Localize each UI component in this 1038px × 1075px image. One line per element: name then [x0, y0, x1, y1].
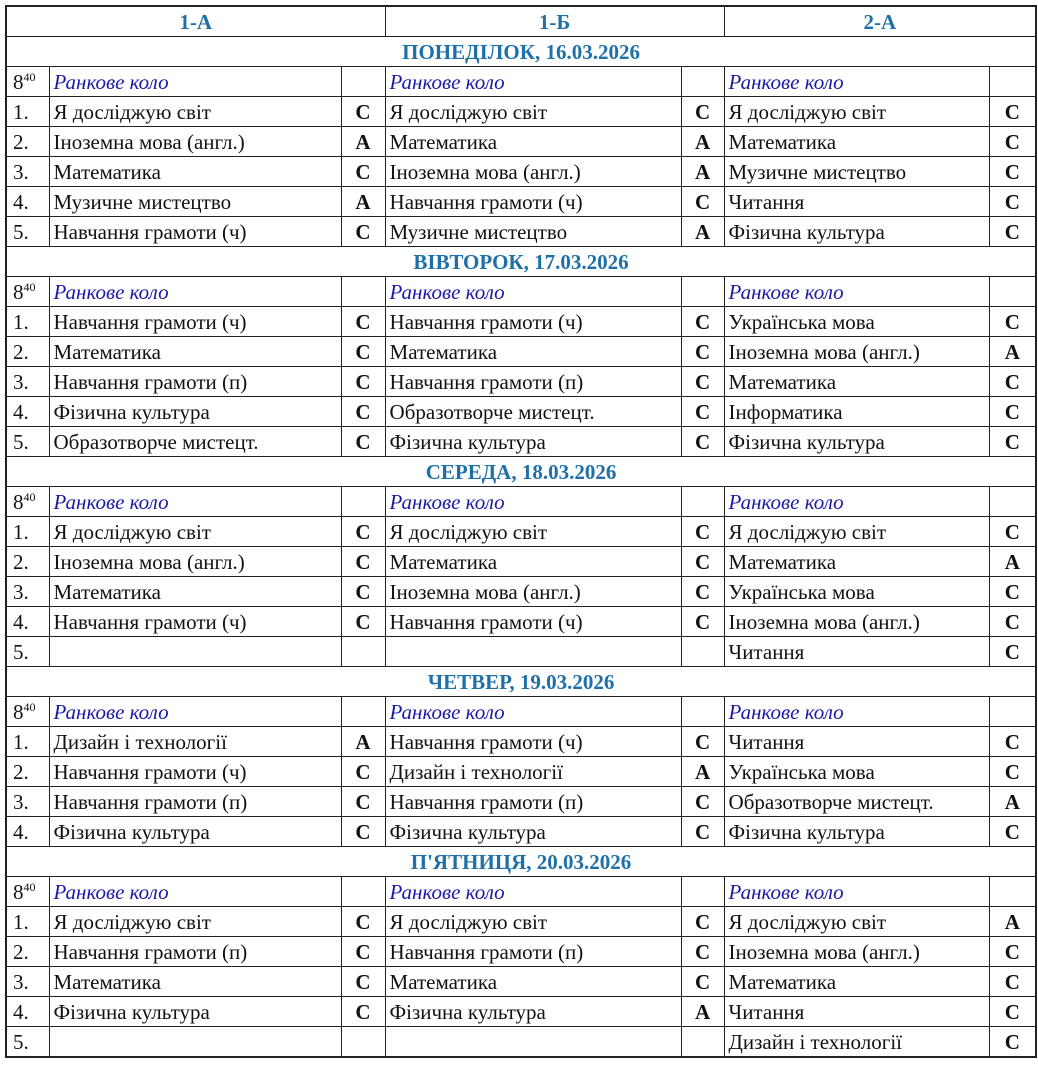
room-letter: С	[989, 967, 1036, 997]
class-header: 1-Б	[385, 6, 724, 37]
morning-row	[6, 67, 1036, 97]
lesson-number: 2.	[6, 757, 49, 787]
room-letter	[341, 637, 385, 667]
room-letter	[341, 1027, 385, 1058]
morning-circle-label: Ранкове коло	[49, 697, 341, 727]
day-header-row	[6, 667, 1036, 697]
lesson-subject	[49, 1027, 341, 1058]
room-letter: С	[681, 307, 724, 337]
lesson-subject: Я досліджую світ	[385, 97, 681, 127]
lesson-row	[6, 127, 1036, 157]
room-letter: С	[989, 1027, 1036, 1058]
room-letter: С	[989, 97, 1036, 127]
room-letter	[681, 697, 724, 727]
lesson-number: 2.	[6, 127, 49, 157]
room-letter: С	[989, 517, 1036, 547]
room-letter	[989, 697, 1036, 727]
time-minutes: 40	[23, 69, 36, 84]
room-letter: С	[989, 727, 1036, 757]
lesson-subject: Музичне мистецтво	[385, 217, 681, 247]
lesson-subject: Математика	[385, 547, 681, 577]
lesson-row	[6, 907, 1036, 937]
room-letter	[989, 877, 1036, 907]
morning-circle-label: Ранкове коло	[385, 67, 681, 97]
lesson-row	[6, 97, 1036, 127]
lesson-subject: Навчання грамоти (ч)	[49, 307, 341, 337]
lesson-number: 5.	[6, 1027, 49, 1058]
time-minutes: 40	[23, 879, 36, 894]
room-letter	[681, 277, 724, 307]
morning-time	[6, 697, 49, 727]
morning-circle-label: Ранкове коло	[724, 277, 989, 307]
lesson-number: 2.	[6, 337, 49, 367]
room-letter: С	[681, 817, 724, 847]
room-letter: С	[341, 157, 385, 187]
schedule-table	[5, 5, 1037, 1058]
morning-circle-label: Ранкове коло	[49, 277, 341, 307]
lesson-row	[6, 787, 1036, 817]
room-letter: С	[989, 817, 1036, 847]
day-header-row	[6, 457, 1036, 487]
room-letter: С	[681, 517, 724, 547]
room-letter: А	[989, 547, 1036, 577]
morning-circle-label: Ранкове коло	[385, 487, 681, 517]
lesson-subject: Українська мова	[724, 757, 989, 787]
room-letter: С	[681, 787, 724, 817]
lesson-row	[6, 187, 1036, 217]
room-letter: С	[681, 967, 724, 997]
lesson-row	[6, 577, 1036, 607]
lesson-number: 4.	[6, 997, 49, 1027]
room-letter: С	[341, 97, 385, 127]
room-letter: С	[681, 427, 724, 457]
day-header-row	[6, 847, 1036, 877]
room-letter: С	[341, 217, 385, 247]
morning-row	[6, 877, 1036, 907]
room-letter	[341, 277, 385, 307]
lesson-subject: Я досліджую світ	[49, 907, 341, 937]
lesson-subject: Фізична культура	[385, 427, 681, 457]
lesson-subject: Навчання грамоти (п)	[49, 367, 341, 397]
lesson-row	[6, 427, 1036, 457]
lesson-subject: Іноземна мова (англ.)	[49, 127, 341, 157]
lesson-subject	[385, 637, 681, 667]
room-letter: С	[341, 577, 385, 607]
lesson-number: 1.	[6, 727, 49, 757]
room-letter: С	[681, 187, 724, 217]
lesson-row	[6, 637, 1036, 667]
lesson-subject: Дизайн і технології	[385, 757, 681, 787]
lesson-subject: Іноземна мова (англ.)	[724, 607, 989, 637]
morning-circle-label: Ранкове коло	[385, 697, 681, 727]
class-header: 1-А	[6, 6, 385, 37]
room-letter: С	[681, 97, 724, 127]
room-letter: С	[341, 967, 385, 997]
lesson-subject: Навчання грамоти (ч)	[49, 757, 341, 787]
room-letter: С	[989, 427, 1036, 457]
lesson-subject: Математика	[724, 127, 989, 157]
lesson-number: 3.	[6, 967, 49, 997]
lesson-number: 1.	[6, 97, 49, 127]
lesson-row	[6, 757, 1036, 787]
time-hour: 8	[13, 879, 24, 904]
time-minutes: 40	[23, 699, 36, 714]
lesson-subject: Математика	[724, 547, 989, 577]
lesson-subject: Фізична культура	[49, 397, 341, 427]
room-letter: С	[341, 517, 385, 547]
lesson-subject: Я досліджую світ	[385, 907, 681, 937]
day-header-row	[6, 247, 1036, 277]
lesson-number: 4.	[6, 817, 49, 847]
room-letter: С	[341, 427, 385, 457]
lesson-subject: Фізична культура	[49, 817, 341, 847]
lesson-number: 4.	[6, 187, 49, 217]
lesson-subject: Українська мова	[724, 307, 989, 337]
lesson-row	[6, 157, 1036, 187]
lesson-subject: Читання	[724, 637, 989, 667]
room-letter: С	[681, 727, 724, 757]
room-letter	[681, 487, 724, 517]
lesson-subject: Читання	[724, 187, 989, 217]
time-hour: 8	[13, 489, 24, 514]
lesson-subject: Іноземна мова (англ.)	[724, 337, 989, 367]
room-letter: С	[341, 397, 385, 427]
lesson-subject: Я досліджую світ	[385, 517, 681, 547]
lesson-subject: Іноземна мова (англ.)	[385, 577, 681, 607]
time-minutes: 40	[23, 279, 36, 294]
lesson-subject: Математика	[49, 337, 341, 367]
lesson-subject: Математика	[49, 577, 341, 607]
lesson-subject: Навчання грамоти (п)	[49, 787, 341, 817]
room-letter: С	[989, 397, 1036, 427]
room-letter: С	[341, 547, 385, 577]
room-letter: А	[341, 727, 385, 757]
room-letter: С	[989, 217, 1036, 247]
room-letter: С	[341, 307, 385, 337]
lesson-subject: Навчання грамоти (ч)	[385, 187, 681, 217]
lesson-number: 5.	[6, 427, 49, 457]
room-letter: С	[341, 817, 385, 847]
lesson-subject: Дизайн і технології	[49, 727, 341, 757]
room-letter	[989, 67, 1036, 97]
room-letter: С	[341, 337, 385, 367]
lesson-number: 3.	[6, 367, 49, 397]
lesson-subject: Образотворче мистецт.	[385, 397, 681, 427]
lesson-subject: Фізична культура	[49, 997, 341, 1027]
lesson-subject: Навчання грамоти (п)	[385, 367, 681, 397]
lesson-number: 5.	[6, 637, 49, 667]
morning-circle-label: Ранкове коло	[724, 697, 989, 727]
lesson-subject: Навчання грамоти (ч)	[385, 727, 681, 757]
lesson-subject: Фізична культура	[724, 427, 989, 457]
room-letter	[341, 697, 385, 727]
morning-circle-label: Ранкове коло	[385, 277, 681, 307]
room-letter: С	[989, 937, 1036, 967]
room-letter: С	[989, 157, 1036, 187]
morning-time	[6, 487, 49, 517]
room-letter: С	[989, 127, 1036, 157]
lesson-row	[6, 607, 1036, 637]
morning-row	[6, 697, 1036, 727]
room-letter: С	[681, 547, 724, 577]
lesson-number: 1.	[6, 517, 49, 547]
room-letter: С	[681, 907, 724, 937]
time-hour: 8	[13, 279, 24, 304]
lesson-subject: Навчання грамоти (ч)	[49, 217, 341, 247]
lesson-number: 4.	[6, 607, 49, 637]
lesson-number: 2.	[6, 937, 49, 967]
room-letter: С	[341, 787, 385, 817]
room-letter: А	[681, 127, 724, 157]
lesson-row	[6, 727, 1036, 757]
lesson-subject: Навчання грамоти (п)	[385, 787, 681, 817]
class-header: 2-А	[724, 6, 1036, 37]
lesson-row	[6, 1027, 1036, 1058]
lesson-row	[6, 817, 1036, 847]
room-letter: С	[681, 607, 724, 637]
lesson-row	[6, 967, 1036, 997]
lesson-subject: Я досліджую світ	[724, 517, 989, 547]
lesson-subject: Навчання грамоти (п)	[49, 937, 341, 967]
lesson-subject: Я досліджую світ	[49, 517, 341, 547]
room-letter: С	[341, 907, 385, 937]
room-letter: С	[341, 757, 385, 787]
lesson-subject: Іноземна мова (англ.)	[724, 937, 989, 967]
lesson-subject: Фізична культура	[724, 217, 989, 247]
lesson-subject: Музичне мистецтво	[724, 157, 989, 187]
day-title: П'ЯТНИЦЯ, 20.03.2026	[6, 847, 1036, 877]
day-title: ПОНЕДІЛОК, 16.03.2026	[6, 37, 1036, 67]
room-letter: С	[681, 337, 724, 367]
lesson-subject: Читання	[724, 997, 989, 1027]
room-letter	[681, 1027, 724, 1058]
day-title: СЕРЕДА, 18.03.2026	[6, 457, 1036, 487]
room-letter	[341, 487, 385, 517]
room-letter: А	[681, 157, 724, 187]
time-minutes: 40	[23, 489, 36, 504]
room-letter	[681, 877, 724, 907]
lesson-subject	[49, 637, 341, 667]
lesson-subject: Іноземна мова (англ.)	[49, 547, 341, 577]
morning-time	[6, 67, 49, 97]
lesson-row	[6, 547, 1036, 577]
lesson-number: 4.	[6, 397, 49, 427]
room-letter: А	[681, 217, 724, 247]
lesson-subject: Математика	[49, 967, 341, 997]
lesson-subject: Читання	[724, 727, 989, 757]
lesson-subject: Навчання грамоти (ч)	[385, 607, 681, 637]
room-letter: С	[989, 307, 1036, 337]
room-letter: С	[341, 367, 385, 397]
lesson-subject: Навчання грамоти (ч)	[385, 307, 681, 337]
morning-circle-label: Ранкове коло	[724, 877, 989, 907]
lesson-subject: Музичне мистецтво	[49, 187, 341, 217]
lesson-row	[6, 367, 1036, 397]
lesson-row	[6, 937, 1036, 967]
lesson-subject: Математика	[385, 337, 681, 367]
schedule-body	[6, 6, 1036, 1057]
day-title: ЧЕТВЕР, 19.03.2026	[6, 667, 1036, 697]
room-letter	[989, 277, 1036, 307]
room-letter: С	[681, 577, 724, 607]
room-letter: С	[989, 637, 1036, 667]
lesson-row	[6, 997, 1036, 1027]
room-letter: С	[341, 607, 385, 637]
lesson-subject: Дизайн і технології	[724, 1027, 989, 1058]
lesson-number: 1.	[6, 907, 49, 937]
morning-circle-label: Ранкове коло	[385, 877, 681, 907]
lesson-subject: Математика	[385, 127, 681, 157]
day-header-row	[6, 37, 1036, 67]
lesson-number: 5.	[6, 217, 49, 247]
morning-time	[6, 277, 49, 307]
room-letter: С	[989, 577, 1036, 607]
room-letter: С	[341, 937, 385, 967]
room-letter: А	[341, 127, 385, 157]
room-letter: А	[989, 337, 1036, 367]
morning-circle-label: Ранкове коло	[49, 877, 341, 907]
lesson-row	[6, 307, 1036, 337]
lesson-subject: Навчання грамоти (ч)	[49, 607, 341, 637]
morning-circle-label: Ранкове коло	[724, 487, 989, 517]
lesson-subject: Фізична культура	[385, 997, 681, 1027]
room-letter: А	[681, 757, 724, 787]
lesson-subject: Математика	[49, 157, 341, 187]
lesson-subject: Математика	[385, 967, 681, 997]
lesson-number: 2.	[6, 547, 49, 577]
room-letter: А	[341, 187, 385, 217]
lesson-subject: Я досліджую світ	[724, 907, 989, 937]
lesson-subject: Я досліджую світ	[724, 97, 989, 127]
morning-circle-label: Ранкове коло	[49, 487, 341, 517]
lesson-subject: Навчання грамоти (п)	[385, 937, 681, 967]
room-letter: С	[989, 187, 1036, 217]
lesson-subject: Математика	[724, 367, 989, 397]
morning-circle-label: Ранкове коло	[724, 67, 989, 97]
room-letter: С	[989, 607, 1036, 637]
lesson-subject: Українська мова	[724, 577, 989, 607]
lesson-row	[6, 517, 1036, 547]
room-letter: С	[989, 367, 1036, 397]
lesson-subject: Образотворче мистецт.	[724, 787, 989, 817]
room-letter: С	[989, 997, 1036, 1027]
room-letter: С	[681, 397, 724, 427]
morning-circle-label: Ранкове коло	[49, 67, 341, 97]
day-title: ВІВТОРОК, 17.03.2026	[6, 247, 1036, 277]
room-letter: С	[989, 757, 1036, 787]
lesson-subject: Фізична культура	[385, 817, 681, 847]
lesson-subject: Фізична культура	[724, 817, 989, 847]
room-letter: А	[989, 907, 1036, 937]
morning-time	[6, 877, 49, 907]
room-letter: С	[681, 367, 724, 397]
room-letter	[681, 67, 724, 97]
room-letter: С	[681, 937, 724, 967]
lesson-row	[6, 217, 1036, 247]
lesson-subject: Образотворче мистецт.	[49, 427, 341, 457]
room-letter: А	[681, 997, 724, 1027]
room-letter: С	[341, 997, 385, 1027]
lesson-subject: Іноземна мова (англ.)	[385, 157, 681, 187]
lesson-row	[6, 397, 1036, 427]
time-hour: 8	[13, 69, 24, 94]
room-letter: А	[989, 787, 1036, 817]
lesson-subject: Я досліджую світ	[49, 97, 341, 127]
time-hour: 8	[13, 699, 24, 724]
lesson-subject: Інформатика	[724, 397, 989, 427]
lesson-number: 3.	[6, 577, 49, 607]
lesson-number: 1.	[6, 307, 49, 337]
lesson-subject: Математика	[724, 967, 989, 997]
lesson-number: 3.	[6, 157, 49, 187]
class-header-row	[6, 6, 1036, 37]
morning-row	[6, 277, 1036, 307]
room-letter	[681, 637, 724, 667]
lesson-row	[6, 337, 1036, 367]
room-letter	[989, 487, 1036, 517]
room-letter	[341, 877, 385, 907]
room-letter	[341, 67, 385, 97]
lesson-subject	[385, 1027, 681, 1058]
morning-row	[6, 487, 1036, 517]
lesson-number: 3.	[6, 787, 49, 817]
